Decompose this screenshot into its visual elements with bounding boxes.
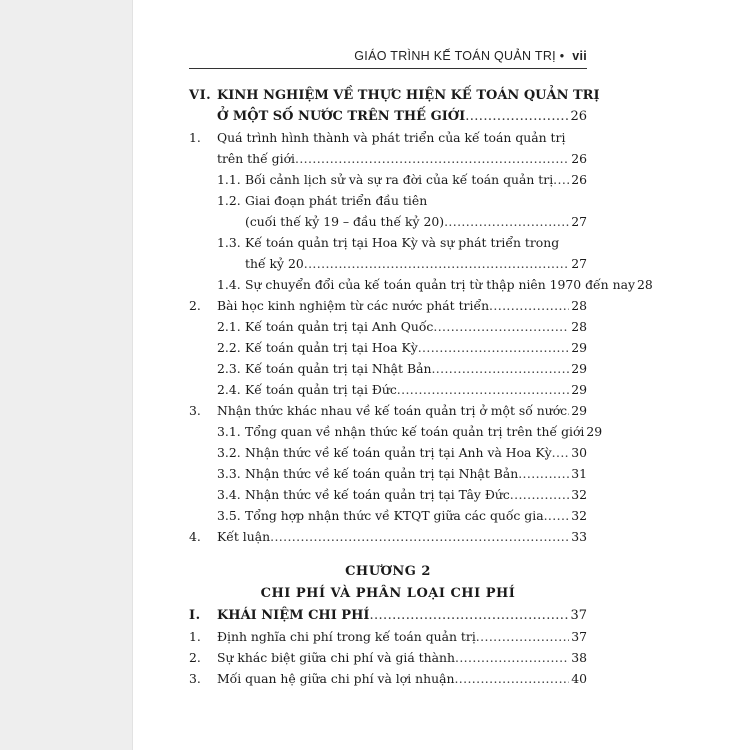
- toc-title: Định nghĩa chi phí trong kế toán quản trị: [217, 629, 476, 644]
- chapter-gap: [189, 547, 587, 561]
- toc-title: Sự khác biệt giữa chi phí và giá thành: [217, 650, 455, 665]
- dot-leader: [510, 484, 569, 505]
- toc-number: 1.1.: [217, 172, 241, 187]
- toc-entry-1-2-cont[interactable]: [189, 211, 587, 232]
- toc-page: 29: [586, 424, 603, 439]
- toc-title: Nhận thức khác nhau về kế toán quản trị ở một số nước: [217, 403, 568, 418]
- toc-page: 28: [571, 298, 587, 313]
- dot-leader: [465, 106, 568, 127]
- toc-number: 3.1.: [217, 424, 241, 439]
- toc-ch2-entry-3[interactable]: [189, 668, 587, 689]
- toc-title: Giai đoạn phát triển đầu tiên: [245, 193, 428, 208]
- toc-page: 29: [571, 382, 587, 397]
- toc-title: KINH NGHIỆM VỀ THỰC HIỆN KẾ TOÁN QUẢN TRỊ: [217, 88, 600, 103]
- toc-entry-1-1[interactable]: [189, 169, 587, 190]
- toc-entry-1-4[interactable]: [189, 274, 653, 295]
- toc-title: Tổng hợp nhận thức về KTQT giữa các quốc gia: [245, 508, 544, 523]
- toc-page: 29: [571, 403, 587, 418]
- toc-page: 40: [571, 671, 587, 686]
- toc-title: Ở MỘT SỐ NƯỚC TRÊN THẾ GIỚI: [217, 109, 466, 124]
- toc-title: KHÁI NIỆM CHI PHÍ: [217, 608, 370, 623]
- toc-number: 4.: [189, 529, 201, 544]
- toc-title: (cuối thế kỷ 19 – đầu thế kỷ 20): [245, 214, 445, 229]
- toc-page: 28: [636, 277, 653, 292]
- dot-leader: [304, 253, 569, 274]
- toc-title: Nhận thức về kế toán quản trị tại Nhật Bản: [245, 466, 519, 481]
- toc-number: 2.3.: [217, 361, 241, 376]
- dot-leader: [369, 605, 568, 626]
- toc-page: 26: [570, 109, 587, 124]
- chapter-title: CHI PHÍ VÀ PHÂN LOẠI CHI PHÍ: [260, 586, 516, 601]
- page-number: vii: [572, 49, 587, 63]
- toc-number: 1.: [189, 629, 201, 644]
- toc-page: 38: [571, 650, 587, 665]
- toc-entry-2-4[interactable]: [189, 379, 587, 400]
- toc-title: Bài học kinh nghiệm từ các nước phát triển: [217, 298, 490, 313]
- toc-title: Kế toán quản trị tại Nhật Bản: [245, 361, 432, 376]
- dot-leader: [418, 337, 570, 358]
- toc-page: 28: [571, 319, 587, 334]
- toc-title: Bối cảnh lịch sử và sự ra đời của kế toán quản trị: [245, 172, 554, 187]
- toc-number: 2.: [189, 650, 201, 665]
- toc-entry-2-2[interactable]: [189, 337, 587, 358]
- toc-entry-3-2[interactable]: [189, 442, 587, 463]
- dot-leader: [518, 463, 569, 484]
- toc-page: 26: [571, 151, 587, 166]
- running-head: [354, 49, 587, 63]
- toc-number: 3.5.: [217, 508, 241, 523]
- dot-leader: [397, 379, 569, 400]
- toc-entry-1-3[interactable]: [189, 232, 587, 253]
- toc-page: 37: [571, 629, 587, 644]
- toc-title: Nhận thức về kế toán quản trị tại Tây Đức: [245, 487, 510, 502]
- page-gutter: [0, 0, 132, 750]
- toc-title: thế kỷ 20: [245, 256, 304, 271]
- toc-page: 31: [571, 466, 587, 481]
- toc-number: 3.: [189, 671, 201, 686]
- toc-page: 32: [571, 508, 587, 523]
- toc-number: 3.2.: [217, 445, 241, 460]
- toc-entry-1-2[interactable]: [189, 190, 587, 211]
- toc-number: 1.4.: [217, 277, 241, 292]
- toc-section-vi-cont[interactable]: [189, 106, 587, 127]
- toc-title: Nhận thức về kế toán quản trị tại Anh và Hoa Kỳ: [245, 445, 552, 460]
- toc-entry-3-3[interactable]: [189, 463, 587, 484]
- toc-page: 29: [571, 361, 587, 376]
- dot-leader: [552, 442, 570, 463]
- toc-entry-1-cont[interactable]: [189, 148, 587, 169]
- toc-title: Kế toán quản trị tại Hoa Kỳ: [245, 340, 418, 355]
- toc-entry-3-4[interactable]: [189, 484, 587, 505]
- toc-title: Kế toán quản trị tại Anh Quốc: [245, 319, 434, 334]
- toc-title: Kết luận: [217, 529, 271, 544]
- dot-leader: [489, 295, 569, 316]
- toc-section-i[interactable]: [189, 605, 587, 626]
- toc-title: Quá trình hình thành và phát triển của kế toán quản trị: [217, 130, 566, 145]
- toc-section-vi[interactable]: [189, 85, 600, 106]
- dot-leader: [476, 626, 569, 647]
- toc-entry-3[interactable]: [189, 400, 587, 421]
- toc-ch2-entry-2[interactable]: [189, 647, 587, 668]
- dot-leader: [553, 169, 569, 190]
- toc-entry-1-3-cont[interactable]: [189, 253, 587, 274]
- toc-number: 1.2.: [217, 193, 241, 208]
- book-page: [132, 0, 750, 750]
- toc-title: Tổng quan về nhận thức kế toán quản trị trên thế giới: [245, 424, 585, 439]
- toc-number: 3.3.: [217, 466, 241, 481]
- toc-title: Kế toán quản trị tại Hoa Kỳ và sự phát triển trong: [245, 235, 560, 250]
- dot-leader: [544, 505, 570, 526]
- toc-number: I.: [189, 608, 201, 623]
- toc-number: 2.: [189, 298, 201, 313]
- toc-entry-1[interactable]: [189, 127, 587, 148]
- toc-page: 27: [571, 214, 587, 229]
- chapter-label: CHƯƠNG 2: [345, 564, 431, 579]
- toc-entry-2[interactable]: [189, 295, 587, 316]
- dot-leader: [455, 647, 569, 668]
- toc-number: 1.3.: [217, 235, 241, 250]
- toc-page: 37: [570, 608, 587, 623]
- toc-page: 33: [571, 529, 587, 544]
- table-of-contents: [189, 85, 653, 689]
- toc-page: 27: [571, 256, 587, 271]
- running-head-title: GIÁO TRÌNH KẾ TOÁN QUẢN TRỊ: [354, 49, 556, 63]
- dot-leader: [454, 668, 569, 689]
- toc-number: 2.2.: [217, 340, 241, 355]
- dot-leader: [444, 211, 569, 232]
- toc-entry-2-3[interactable]: [189, 358, 587, 379]
- toc-entry-2-1[interactable]: [189, 316, 587, 337]
- header-rule: [189, 68, 587, 69]
- toc-ch2-entry-1[interactable]: [189, 626, 587, 647]
- toc-number: 2.1.: [217, 319, 241, 334]
- toc-number: 2.4.: [217, 382, 241, 397]
- dot-leader: [295, 148, 569, 169]
- dot-leader: [433, 316, 569, 337]
- toc-entry-4[interactable]: [189, 526, 587, 547]
- toc-number: 1.: [189, 130, 201, 145]
- toc-title: Sự chuyển đổi của kế toán quản trị từ thập niên 1970 đến nay: [245, 277, 635, 292]
- dot-leader: [270, 526, 569, 547]
- dot-leader: [431, 358, 569, 379]
- toc-page: 30: [571, 445, 587, 460]
- toc-number: 3.: [189, 403, 201, 418]
- toc-entry-3-5[interactable]: [189, 505, 587, 526]
- toc-title: trên thế giới: [217, 151, 295, 166]
- toc-page: 26: [571, 172, 587, 187]
- toc-number: 3.4.: [217, 487, 241, 502]
- toc-title: Mối quan hệ giữa chi phí và lợi nhuận: [217, 671, 455, 686]
- toc-entry-3-1[interactable]: [189, 421, 603, 442]
- toc-page: 32: [571, 487, 587, 502]
- toc-number: VI.: [189, 88, 212, 103]
- toc-page: 29: [571, 340, 587, 355]
- running-head-separator: •: [559, 49, 565, 63]
- toc-title: Kế toán quản trị tại Đức: [245, 382, 397, 397]
